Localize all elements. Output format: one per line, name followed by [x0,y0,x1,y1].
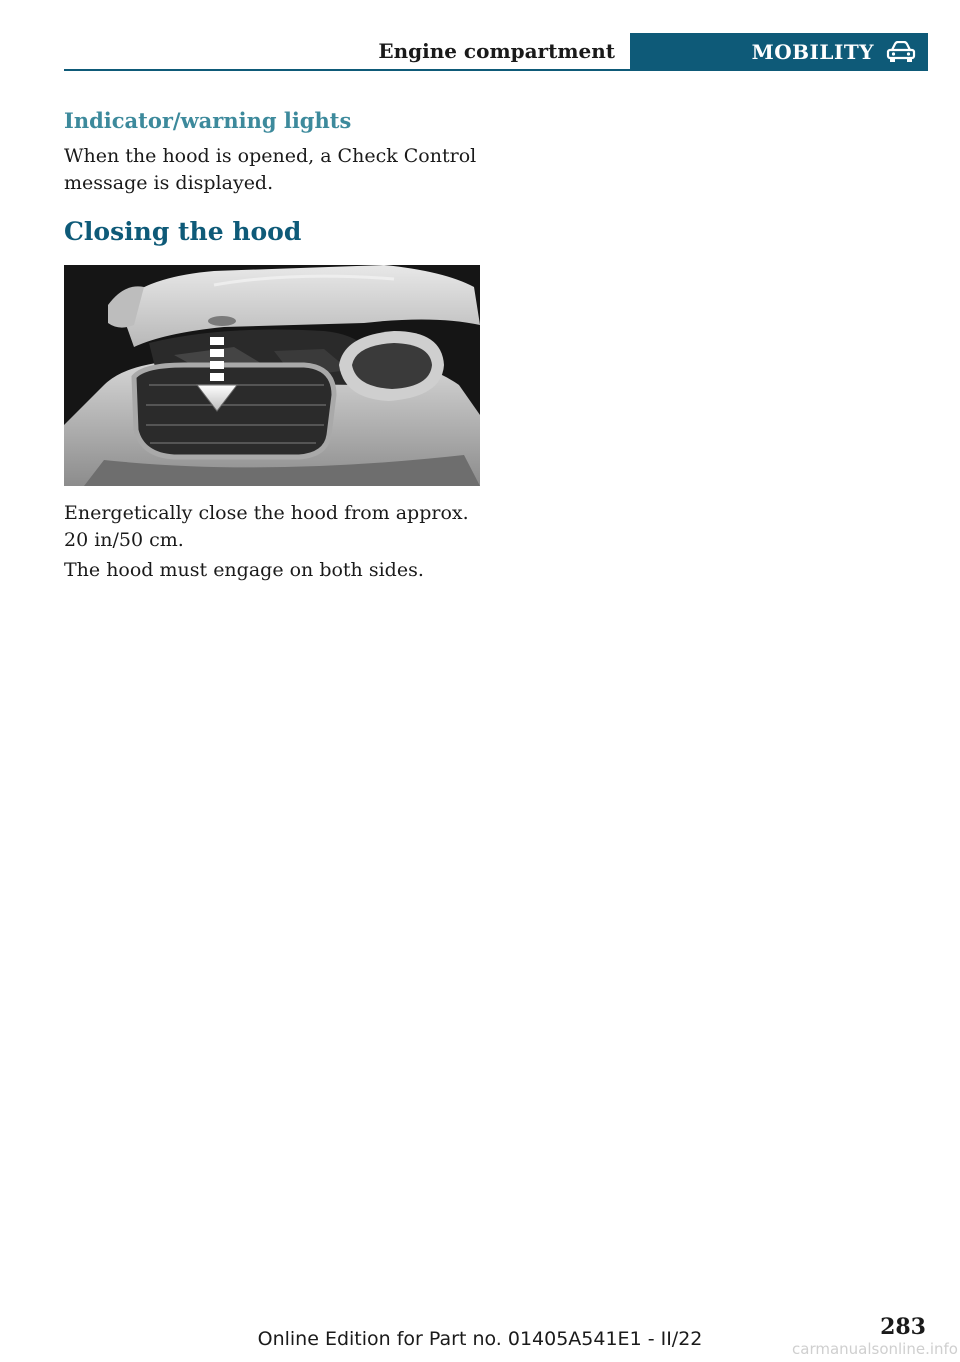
tab-label: MOBILITY [751,40,874,64]
hood-closing-illustration [64,265,480,486]
car-icon [886,41,916,63]
instruction-paragraph-2: The hood must engage on both sides. [64,559,424,581]
footer-edition: Online Edition for Part no. 01405A541E1 - II/22 [257,1328,703,1350]
watermark: carmanualsonline.info [792,1340,958,1358]
header-tab-mobility [630,33,928,71]
header-section-title: Engine compartment [378,39,615,63]
intro-paragraph: When the hood is opened, a Check Control message is displayed. [64,145,477,194]
page-number: 283 [880,1314,926,1340]
subheading-indicator-lights: Indicator/warning lights [64,108,352,133]
heading-closing-hood: Closing the hood [64,217,302,246]
instruction-paragraph-1: Energetically close the hood from approx. 20 in/50 cm. [64,502,469,551]
